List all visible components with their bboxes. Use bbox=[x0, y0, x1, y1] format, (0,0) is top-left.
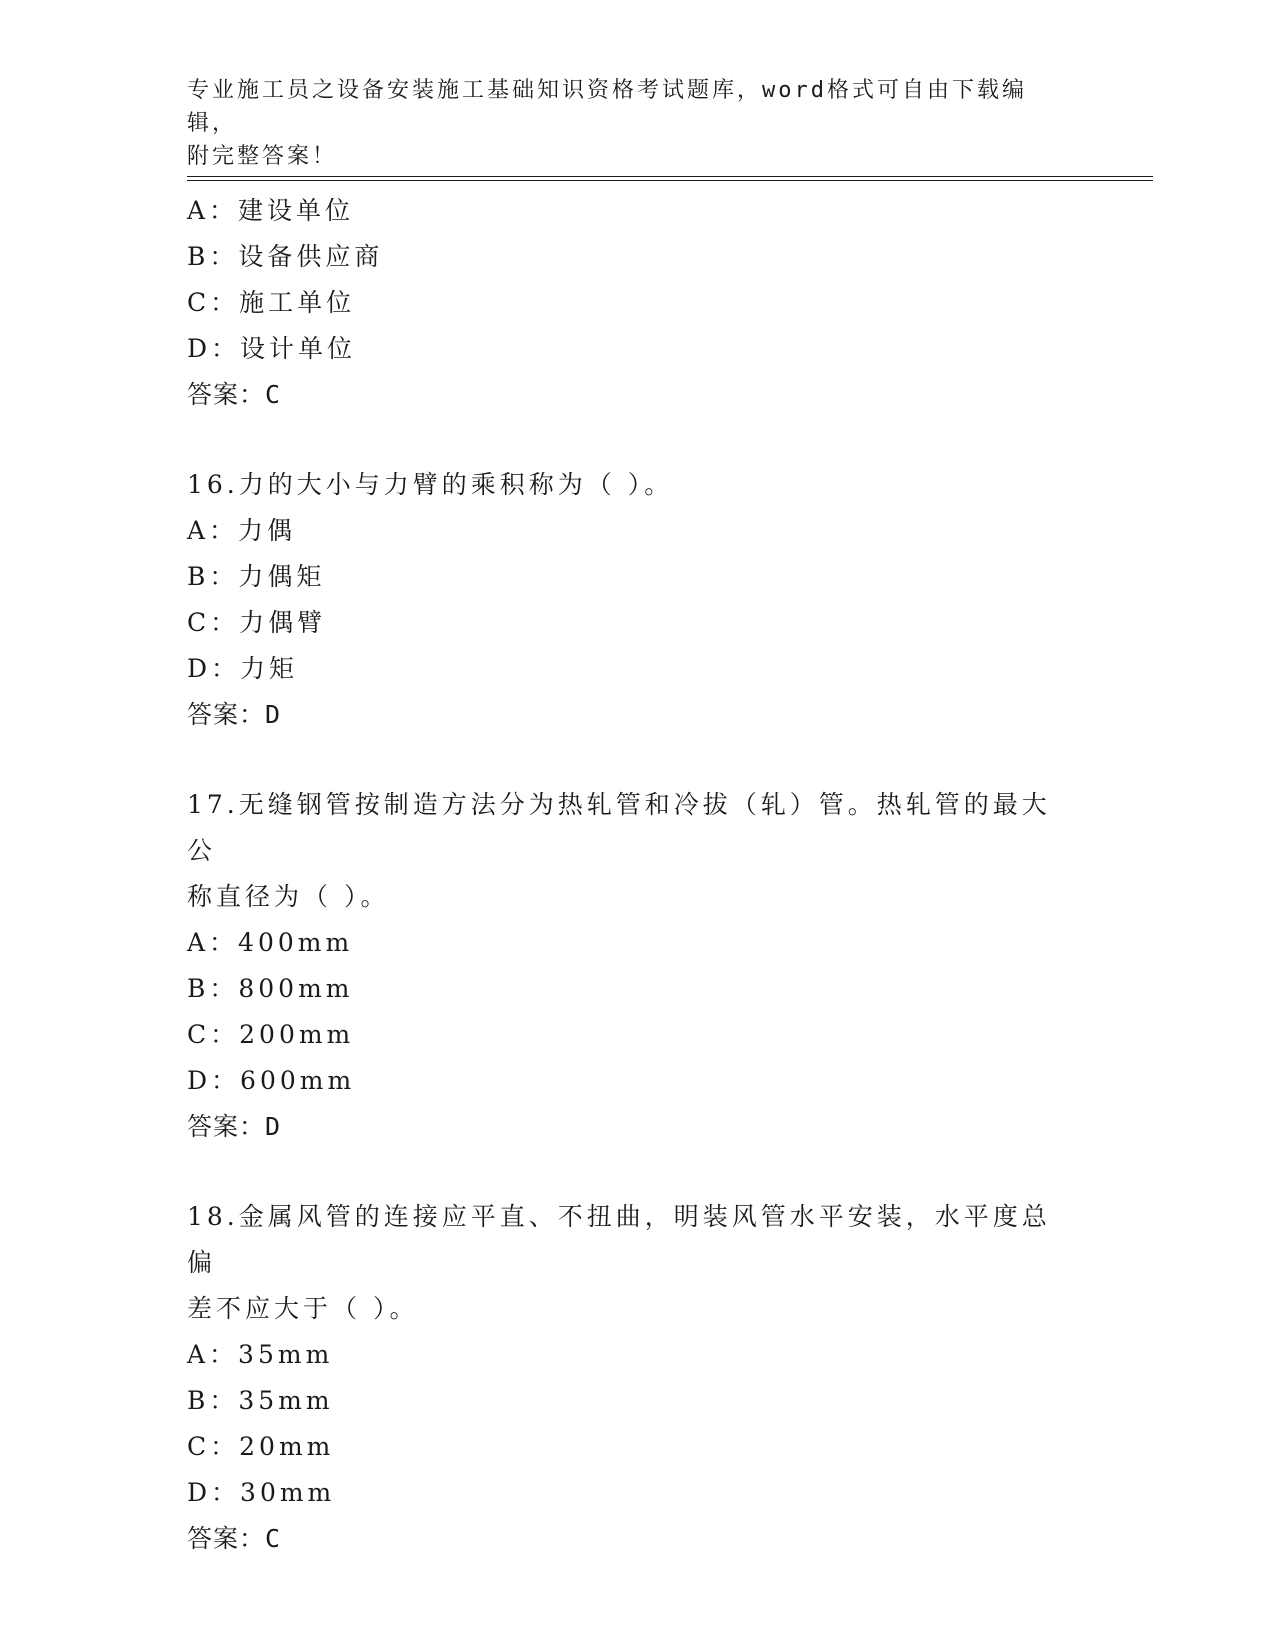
question-15 bbox=[187, 188, 1087, 418]
option-c: C：20mm bbox=[187, 1432, 335, 1461]
question-18 bbox=[187, 1194, 1087, 1562]
document-header bbox=[187, 74, 1067, 173]
answer-label: 答案： bbox=[187, 700, 266, 729]
question-text-line-2: 称直径为（ ）。 bbox=[187, 882, 390, 911]
question-text-line-2: 差不应大于（ ）。 bbox=[187, 1294, 419, 1323]
question-text-line-1: 17.无缝钢管按制造方法分为热轧管和冷拔（轧）管。热轧管的最大公 bbox=[187, 790, 1051, 865]
answer-label: 答案： bbox=[187, 380, 266, 409]
option-a: A：力偶 bbox=[187, 516, 297, 545]
option-c: C：施工单位 bbox=[187, 288, 356, 317]
answer-value: D bbox=[265, 1112, 282, 1141]
answer-value: C bbox=[265, 380, 282, 409]
option-c: C：200mm bbox=[187, 1020, 355, 1049]
answer bbox=[187, 1104, 1087, 1150]
header-line-1: 专业施工员之设备安装施工基础知识资格考试题库，word格式可自由下载编辑， bbox=[187, 78, 1027, 136]
option-a: A：建设单位 bbox=[187, 196, 355, 225]
option-b: B：800mm bbox=[187, 974, 354, 1003]
option-c: C：力偶臂 bbox=[187, 608, 327, 637]
answer-value: C bbox=[265, 1524, 282, 1553]
option-d: D：设计单位 bbox=[187, 334, 357, 363]
option-b: B：35mm bbox=[187, 1386, 334, 1415]
answer-label: 答案： bbox=[187, 1524, 266, 1553]
answer bbox=[187, 372, 1087, 418]
header-line-2: 附完整答案！ bbox=[187, 144, 338, 169]
question-17 bbox=[187, 782, 1087, 1150]
option-d: D：30mm bbox=[187, 1478, 336, 1507]
answer-label: 答案： bbox=[187, 1112, 266, 1141]
question-list bbox=[187, 188, 1087, 1562]
option-a: A：400mm bbox=[187, 928, 354, 957]
answer-value: D bbox=[265, 700, 282, 729]
question-16 bbox=[187, 462, 1087, 738]
option-b: B：力偶矩 bbox=[187, 562, 326, 591]
option-d: D：600mm bbox=[187, 1066, 356, 1095]
option-b: B：设备供应商 bbox=[187, 242, 384, 271]
header-divider bbox=[187, 176, 1153, 181]
option-a: A：35mm bbox=[187, 1340, 334, 1369]
answer bbox=[187, 692, 1087, 738]
question-text-line-1: 18.金属风管的连接应平直、不扭曲，明装风管水平安装，水平度总偏 bbox=[187, 1202, 1051, 1277]
option-d: D：力矩 bbox=[187, 654, 299, 683]
question-text: 16.力的大小与力臂的乘积称为（ ）。 bbox=[187, 470, 674, 499]
answer bbox=[187, 1516, 1087, 1562]
